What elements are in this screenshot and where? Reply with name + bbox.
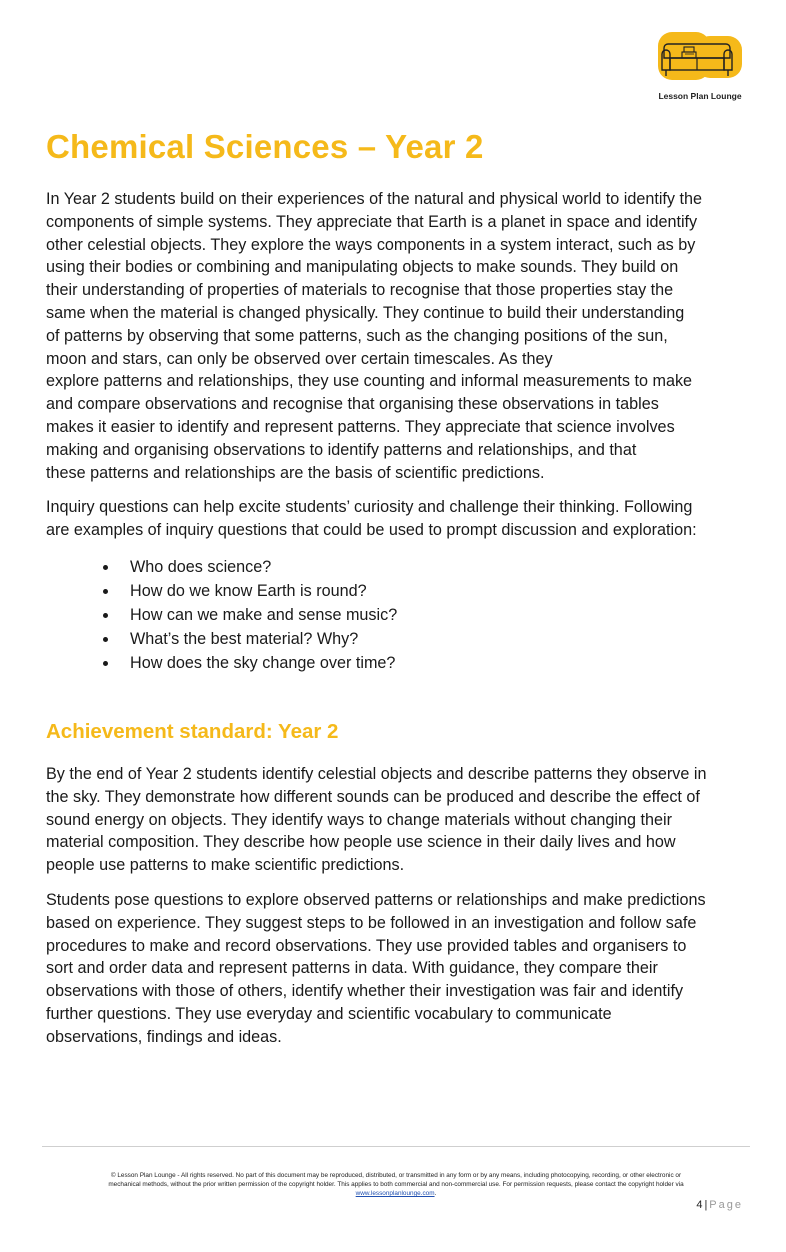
list-item: How do we know Earth is round? xyxy=(100,579,397,603)
text-line: people use patterns to make scientific predictions. xyxy=(46,856,405,875)
text-line: based on experience. They suggest steps to be followed in an investigation and follow safe xyxy=(46,913,697,932)
text-line: Inquiry questions can help excite students’ curiosity and challenge their thinking. Following xyxy=(46,498,693,516)
footer-copyright xyxy=(46,1171,746,1198)
footer-divider xyxy=(42,1146,750,1147)
inquiry-paragraph xyxy=(46,496,746,542)
text-line: making and organising observations to identify patterns and relationships, and that xyxy=(46,440,637,459)
brand-logo[interactable] xyxy=(652,30,748,102)
logo-text: Lesson Plan Lounge xyxy=(658,91,742,101)
copyright-line: mechanical methods, without the prior written permission of the copyright holder. This applies to both commercial and non-commercial use. For permission requests, please contact the copyright holder via xyxy=(108,1181,684,1188)
text-line: their understanding of properties of materials to recognise that those properties stay the xyxy=(46,281,674,300)
list-item: Who does science? xyxy=(100,555,397,579)
text-line: other celestial objects. They explore the ways components in a system interact, such as by xyxy=(46,235,696,254)
page-word: Page xyxy=(709,1199,743,1211)
text-line: these patterns and relationships are the basis of scientific predictions. xyxy=(46,463,545,482)
text-line: further questions. They use everyday and scientific vocabulary to communicate xyxy=(46,1004,612,1023)
text-line: observations, findings and ideas. xyxy=(46,1027,282,1046)
text-line: In Year 2 students build on their experiences of the natural and physical world to identify the xyxy=(46,190,703,208)
intro-paragraph xyxy=(46,188,746,484)
text-line: components of simple systems. They appreciate that Earth is a planet in space and identify xyxy=(46,212,698,231)
text-line: same when the material is changed physically. They continue to build their understanding xyxy=(46,303,685,322)
text-line: the sky. They demonstrate how different sounds can be produced and describe the effect of xyxy=(46,787,700,806)
section-heading: Achievement standard: Year 2 xyxy=(46,720,339,743)
text-line: sound energy on objects. They identify ways to change materials without changing their xyxy=(46,810,672,829)
text-line: explore patterns and relationships, they use counting and informal measurements to make xyxy=(46,372,693,391)
inquiry-questions-list xyxy=(100,555,397,675)
list-item: How does the sky change over time? xyxy=(100,651,397,675)
sofa-logo-icon xyxy=(654,30,746,88)
list-item: How can we make and sense music? xyxy=(100,603,397,627)
text-line: moon and stars, can only be observed over certain timescales. As they xyxy=(46,349,553,368)
copyright-line: © Lesson Plan Lounge - All rights reserved. No part of this document may be reproduced, distributed, or transmitted in any form or by any means, including photocopying, recording, or other electronic or xyxy=(110,1172,682,1179)
page-number-value: 4 xyxy=(696,1199,703,1211)
page-number xyxy=(696,1199,743,1211)
text-line: material composition. They describe how people use science in their daily lives and how xyxy=(46,833,676,852)
list-item: What’s the best material? Why? xyxy=(100,627,397,651)
website-link[interactable]: www.lessonplanlounge.com xyxy=(355,1190,435,1197)
page-title: Chemical Sciences – Year 2 xyxy=(46,128,484,165)
text-line: makes it easier to identify and represent patterns. They appreciate that science involves xyxy=(46,417,675,436)
text-line: Students pose questions to explore observed patterns or relationships and make predictions xyxy=(46,891,706,909)
text-line: using their bodies or combining and manipulating objects to make sounds. They build on xyxy=(46,258,679,277)
text-line: sort and order data and represent patterns in data. With guidance, they compare their xyxy=(46,959,658,978)
text-line: By the end of Year 2 students identify celestial objects and describe patterns they observe in xyxy=(46,765,707,783)
achievement-paragraph-1 xyxy=(46,763,746,877)
text-line: observations with those of others, identify whether their investigation was fair and identify xyxy=(46,982,684,1001)
text-line: procedures to make and record observations. They use provided tables and organisers to xyxy=(46,936,687,955)
text-line: are examples of inquiry questions that could be used to prompt discussion and exploration: xyxy=(46,520,697,539)
link-suffix: . xyxy=(434,1190,437,1197)
copyright-link-line xyxy=(46,1189,746,1198)
achievement-paragraph-2 xyxy=(46,889,746,1049)
page-separator: | xyxy=(704,1199,708,1211)
text-line: and compare observations and recognise that organising these observations in tables xyxy=(46,395,659,414)
text-line: of patterns by observing that some patterns, such as the changing positions of the sun, xyxy=(46,326,668,345)
